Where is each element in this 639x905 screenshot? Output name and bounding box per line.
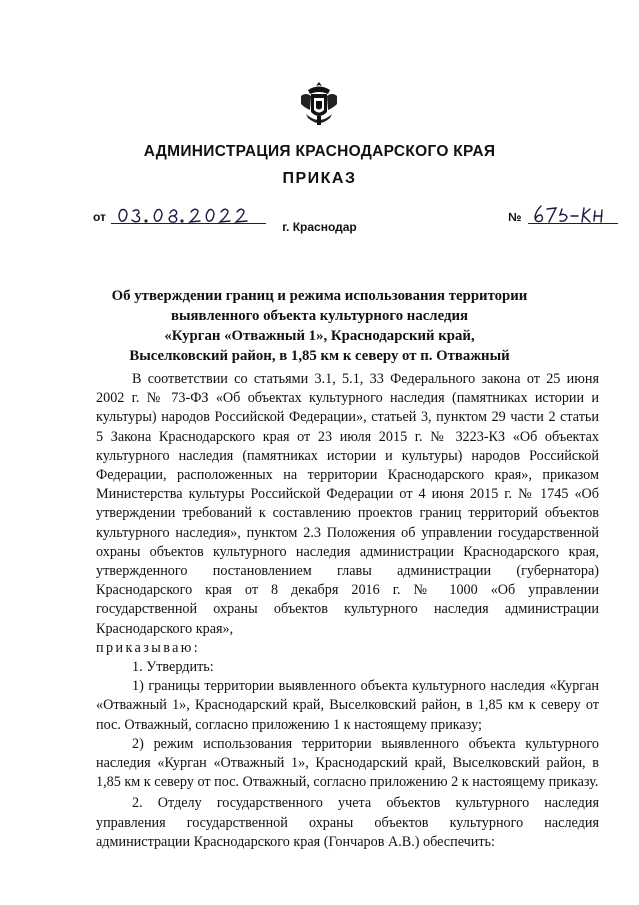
organization-heading: АДМИНИСТРАЦИЯ КРАСНОДАРСКОГО КРАЯ bbox=[143, 143, 496, 160]
preamble-paragraph: В соответствии со статьями 3.1, 5.1, 33 Федерального закона от 25 июня 2002 г. № 73-ФЗ «Об объектах культурного наследия (памятниках истории и культуры) народов Российской Федерации», статьей 3, пунктом 29 части 2 статьи 5 Закона Краснодарского края от 23 июля 2015 г. № 3223-КЗ «Об объектах культурного наследия (памятниках истории и культуры) народов Российской Федерации, расположенных на территории Краснодарского края», приказом Министерства культуры Российской Федерации от 4 июня 2015 г. № 1745 «Об утверждении требований к составлению проектов границ территорий объектов культурного наследия», пунктом 2.3 Положения об управлении государственной охраны объектов культурного наследия администрации Краснодарского края, утвержденного постановлением главы администрации (губернатора) Краснодарского края от 8 декабря 2016 г. № 1000 «Об управлении государственной охраны объектов культурного наследия администрации Краснодарского края», bbox=[96, 371, 599, 637]
title-line: Выселковский район, в 1,85 км к северу от п. Отважный bbox=[129, 348, 510, 364]
title-line: Об утверждении границ и режима использования территории bbox=[111, 288, 528, 304]
clause-2: 2. Отделу государственного учета объектов культурного наследия управления государственной охраны объектов культурного наследия администрации Краснодарского края (Гончаров А.В.) обеспечить: bbox=[96, 795, 599, 850]
order-body bbox=[96, 370, 599, 852]
title-line: выявленного объекта культурного наследия bbox=[171, 308, 468, 324]
clause-1: 1. Утвердить: bbox=[132, 659, 214, 676]
city-label: г. Краснодар bbox=[282, 220, 357, 234]
clause-1-1: 1) границы территории выявленного объекта культурного наследия «Курган «Отважный 1», Краснодарский край, Выселковский район, в 1,85 км к северу от пос. Отважный, согласно приложению 1 к настоящему приказу; bbox=[96, 678, 599, 733]
document-type: ПРИКАЗ bbox=[282, 170, 357, 187]
title-line: «Курган «Отважный 1», Краснодарский край, bbox=[164, 328, 475, 344]
number-label: № bbox=[508, 210, 522, 224]
date-label: от bbox=[93, 210, 106, 224]
order-title bbox=[60, 286, 579, 366]
decree-word: приказываю: bbox=[96, 639, 201, 656]
clause-1-2: 2) режим использования территории выявленного объекта культурного наследия «Курган «Отважный 1», Краснодарский край, Выселковский район, в 1,85 км к северу от пос. Отважный, согласно приложению 2 к настоящему приказу. bbox=[96, 735, 599, 791]
coat-of-arms-icon bbox=[298, 80, 340, 128]
